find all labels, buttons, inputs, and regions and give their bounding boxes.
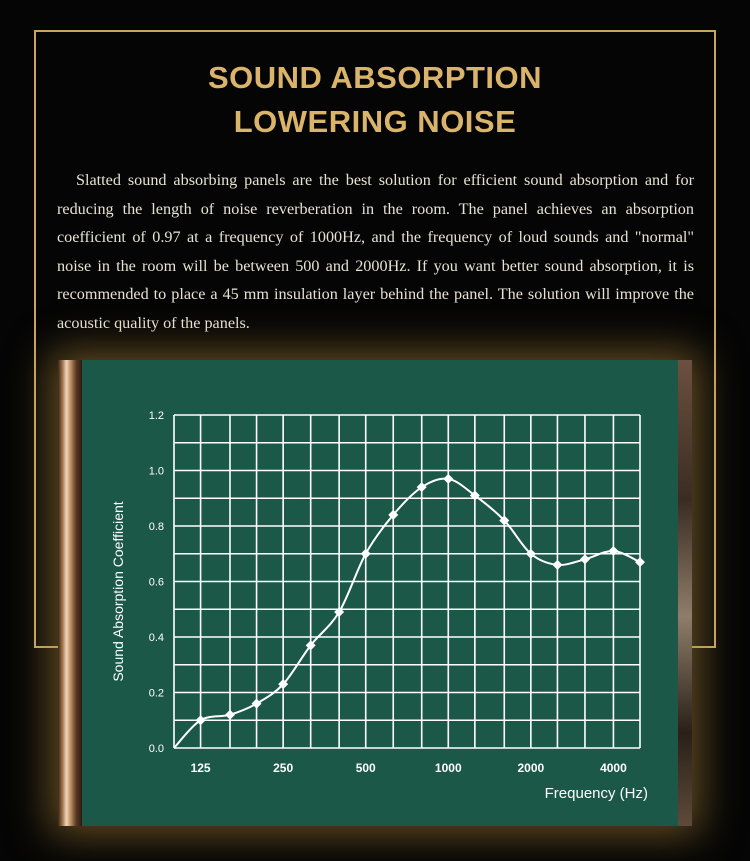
y-tick-label: 0.4 — [148, 632, 164, 644]
chart-photo — [58, 360, 692, 826]
y-tick-label: 0.6 — [148, 576, 164, 589]
y-tick-label: 0.2 — [148, 687, 164, 700]
y-tick-label: 0.8 — [148, 521, 164, 533]
data-point-marker — [252, 699, 262, 709]
description-paragraph: Slatted sound absorbing panels are the best solution for efficient sound absorption and for reducing the length of noise reverberation in the room. The panel achieves an absorption coefficient of 0.97 at a frequency of 1000Hz, and the frequency of loud sounds and "normal" noise in the room will be between 500 and 2000Hz. If you want better sound absorption, it is recommended to place a 45 mm insulation layer behind the panel. The solution will improve the acoustic quality of the panels. — [57, 171, 694, 332]
absorption-chart — [82, 360, 678, 826]
y-tick-label: 1.2 — [148, 410, 164, 422]
data-point-marker — [552, 560, 562, 570]
y-tick-label: 0.0 — [148, 743, 164, 755]
chart-panel — [82, 360, 678, 826]
x-axis-label: Frequency (Hz) — [544, 785, 648, 802]
data-point-marker — [225, 710, 235, 720]
series-line — [174, 479, 640, 748]
x-tick-label: 4000 — [600, 761, 627, 775]
title-line-2: LOWERING NOISE — [233, 104, 517, 139]
data-point-marker — [361, 549, 371, 559]
data-point-marker — [635, 557, 645, 567]
x-tick-label: 500 — [355, 761, 376, 775]
wood-slat-edge — [58, 360, 82, 826]
y-tick-label: 1.0 — [148, 465, 164, 478]
data-point-marker — [443, 474, 453, 484]
room-background-edge — [678, 360, 692, 826]
x-tick-label: 2000 — [517, 761, 545, 775]
title-line-1: SOUND ABSORPTION — [207, 60, 543, 95]
data-point-marker — [580, 554, 590, 564]
x-tick-label: 250 — [273, 761, 294, 775]
x-tick-label: 1000 — [434, 761, 462, 775]
x-tick-label: 125 — [190, 761, 211, 775]
y-axis-label: Sound Absorption Coefficient — [110, 501, 126, 682]
